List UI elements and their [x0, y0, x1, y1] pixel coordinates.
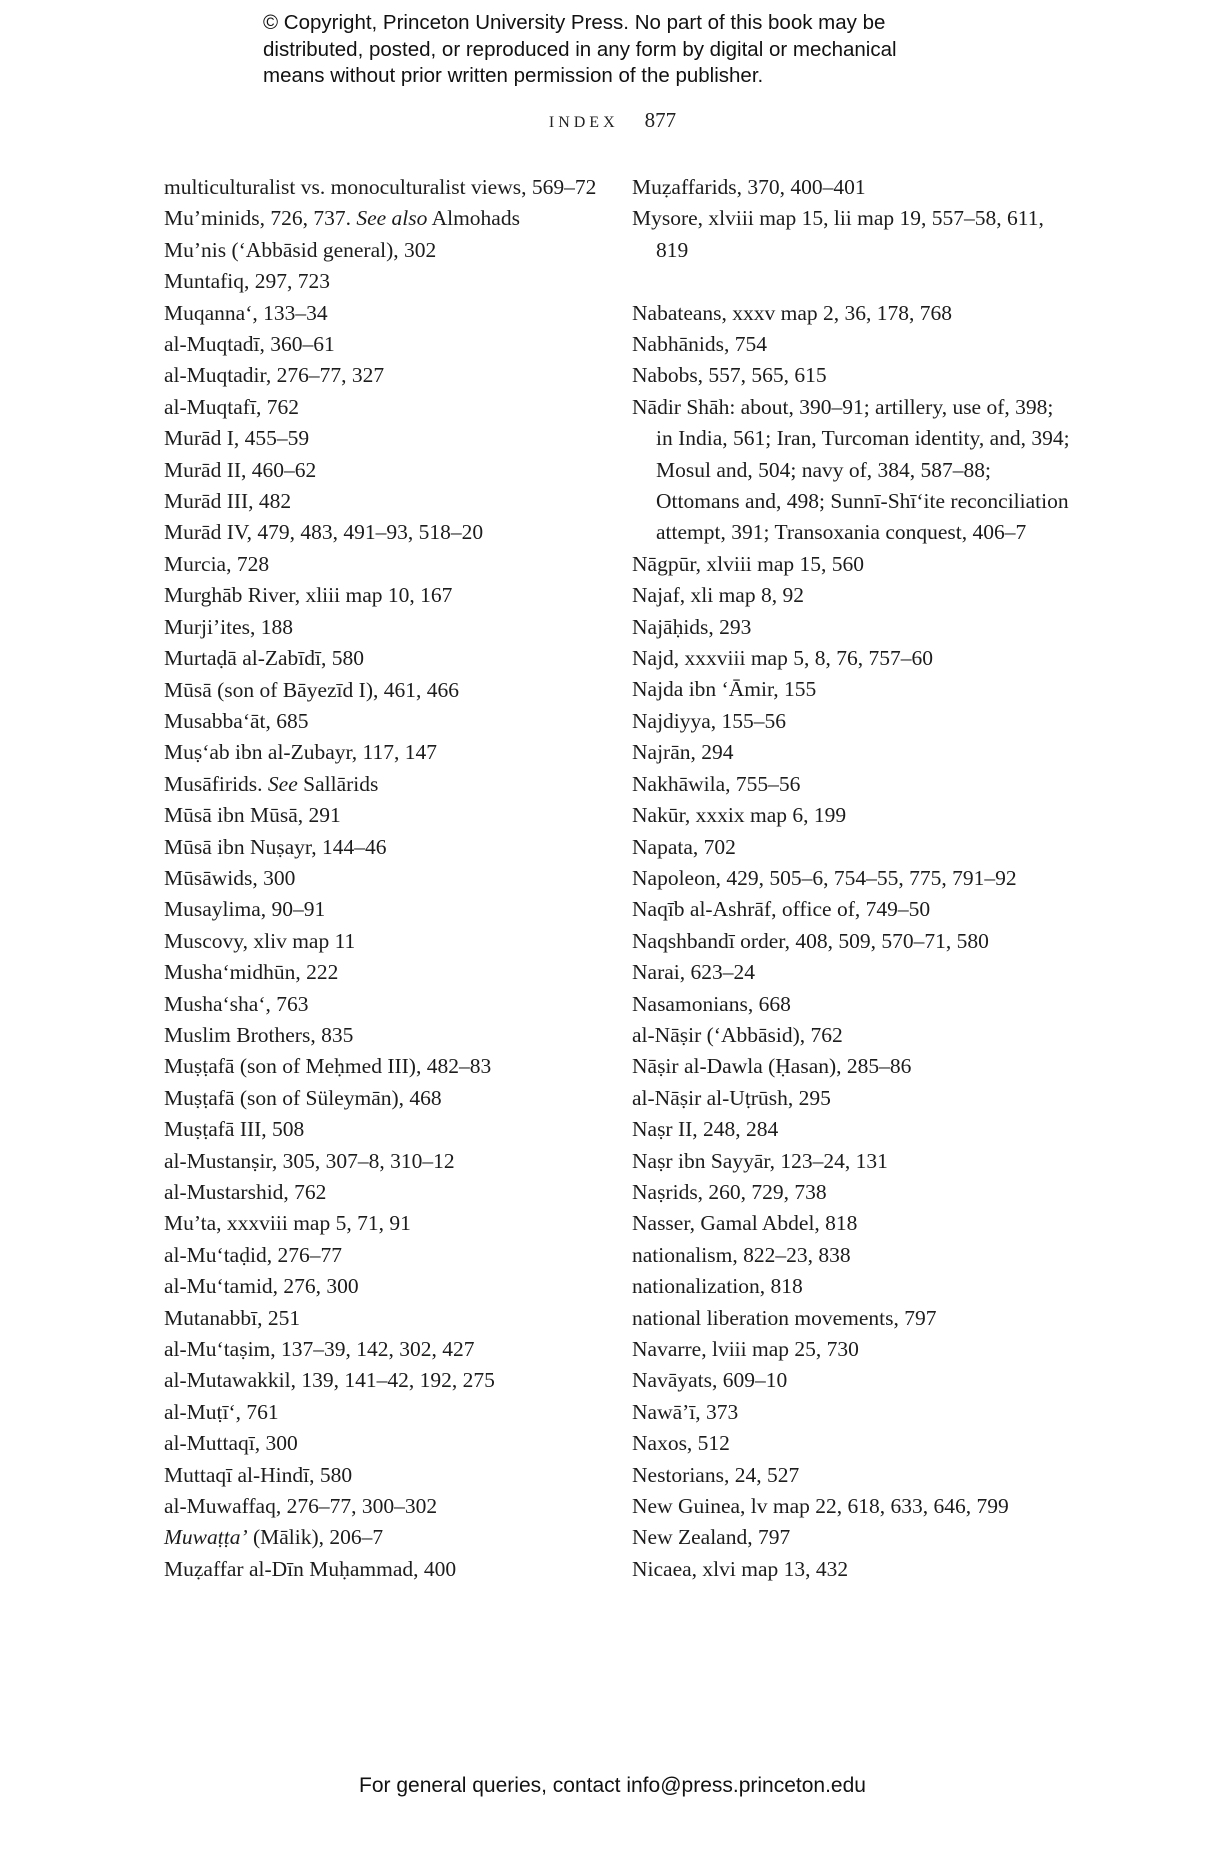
- entry-text: al-Mustanṣir, 305, 307–8, 310–12: [164, 1148, 455, 1173]
- index-entry: [632, 1334, 1072, 1365]
- index-entry: [164, 329, 604, 360]
- entry-text: Mūsā (son of Bāyezīd I), 461, 466: [164, 677, 459, 702]
- entry-text: Muscovy, xliv map 11: [164, 928, 356, 953]
- entry-text: Nawā’ī, 373: [632, 1399, 739, 1424]
- entry-text: Murtaḍā al-Zabīdī, 580: [164, 646, 365, 671]
- entry-text: Muntafiq, 297, 723: [164, 269, 331, 294]
- entry-text: Nabhānids, 754: [632, 332, 767, 357]
- index-entry: [632, 1240, 1072, 1271]
- entry-text: Muslim Brothers, 835: [164, 1022, 354, 1047]
- index-entry: [164, 643, 604, 674]
- entry-text: al-Nāṣir (‘Abbāsid), 762: [632, 1022, 843, 1047]
- index-entry: [632, 1146, 1072, 1177]
- page-number: 877: [644, 108, 677, 132]
- index-entry: [164, 1146, 604, 1177]
- entry-text: Nicaea, xlvi map 13, 432: [632, 1556, 849, 1581]
- entry-text: Musabba‘āt, 685: [164, 708, 309, 733]
- entry-text: al-Mu‘taṣim, 137–39, 142, 302, 427: [164, 1337, 475, 1362]
- section-title: INDEX: [548, 114, 619, 131]
- index-entry: [632, 172, 1072, 203]
- index-entry: [632, 1365, 1072, 1396]
- entry-text: Nabateans, xxxv map 2, 36, 178, 768: [632, 300, 953, 325]
- index-entry: [632, 832, 1072, 863]
- entry-cross-reference: Sallārids: [297, 771, 379, 796]
- entry-text: Najaf, xli map 8, 92: [632, 583, 804, 608]
- entry-text: Musāfirids.: [164, 771, 268, 796]
- index-entry: [632, 1271, 1072, 1302]
- entry-text: Najāḥids, 293: [632, 614, 752, 639]
- entry-text: al-Mustarshid, 762: [164, 1180, 327, 1204]
- entry-text: Murād II, 460–62: [164, 457, 317, 482]
- index-entry: [164, 800, 604, 831]
- entry-text: al-Muwaffaq, 276–77, 300–302: [164, 1494, 438, 1519]
- entry-text: Naqshbandī order, 408, 509, 570–71, 580: [632, 928, 989, 953]
- index-entry: [632, 1114, 1072, 1145]
- index-entry: [164, 1554, 604, 1585]
- index-entry: [164, 1428, 604, 1459]
- entry-text: Musha‘midhūn, 222: [164, 960, 339, 985]
- entry-text: nationalization, 818: [632, 1274, 803, 1299]
- entry-text: Mūsāwids, 300: [164, 865, 296, 890]
- index-entry: [164, 1051, 604, 1082]
- entry-text: al-Muṭī‘, 761: [164, 1399, 279, 1424]
- index-entry: [632, 863, 1072, 894]
- entry-text: Mu’nis (‘Abbāsid general), 302: [164, 237, 437, 262]
- entry-text: Mūsā ibn Nuṣayr, 144–46: [164, 834, 387, 859]
- entry-text: Nakhāwila, 755–56: [632, 771, 801, 796]
- entry-text: Nasser, Gamal Abdel, 818: [632, 1211, 858, 1236]
- index-entry: [632, 1020, 1072, 1051]
- index-entry: [164, 1365, 604, 1396]
- entry-see-reference: See also: [356, 206, 428, 231]
- entry-text: al-Muttaqī, 300: [164, 1431, 298, 1456]
- entry-text: Murcia, 728: [164, 551, 270, 576]
- index-entry: [632, 926, 1072, 957]
- index-entry: [164, 1303, 604, 1334]
- index-entry: [164, 1334, 604, 1365]
- entry-text: Narai, 623–24: [632, 960, 755, 985]
- index-entry: [632, 360, 1072, 391]
- entry-text: Murād I, 455–59: [164, 426, 310, 451]
- index-entry: [632, 1554, 1072, 1585]
- entry-text: Naqīb al-Ashrāf, office of, 749–50: [632, 897, 931, 922]
- index-entry: [164, 612, 604, 643]
- entry-text: Muqanna‘, 133–34: [164, 300, 328, 325]
- index-entry: [164, 832, 604, 863]
- entry-text: Muẓaffarids, 370, 400–401: [632, 175, 866, 199]
- index-entry: [164, 266, 604, 297]
- entry-text: al-Nāṣir al-Uṭrūsh, 295: [632, 1085, 831, 1110]
- index-entry: [164, 423, 604, 454]
- index-entry: [632, 800, 1072, 831]
- entry-text: Muṣṭafā (son of Meḥmed III), 482–83: [164, 1054, 492, 1079]
- entry-text: Najrān, 294: [632, 740, 734, 765]
- entry-text: Murji’ites, 188: [164, 614, 293, 639]
- entry-text: Nabobs, 557, 565, 615: [632, 363, 827, 388]
- entry-text: Napata, 702: [632, 834, 736, 859]
- entry-text: Muṣṭafā (son of Süleymān), 468: [164, 1085, 442, 1110]
- index-column-right: [632, 172, 1072, 1585]
- index-entry: [164, 1177, 604, 1208]
- index-entry: [632, 298, 1072, 329]
- entry-text: al-Mu‘tamid, 276, 300: [164, 1274, 359, 1299]
- index-entry: [164, 1020, 604, 1051]
- index-entry: [164, 1491, 604, 1522]
- entry-text: al-Muqtadī, 360–61: [164, 332, 335, 357]
- index-entry: [164, 706, 604, 737]
- index-entry: [164, 675, 604, 706]
- entry-text: Nestorians, 24, 527: [632, 1462, 800, 1487]
- entry-text: Naṣr ibn Sayyār, 123–24, 131: [632, 1148, 888, 1173]
- entry-text: Navarre, lviii map 25, 730: [632, 1337, 859, 1362]
- index-entry: [632, 674, 1072, 705]
- entry-text: Muṣ‘ab ibn al-Zubayr, 117, 147: [164, 740, 438, 765]
- entry-text: al-Muqtadir, 276–77, 327: [164, 363, 385, 388]
- index-entry: [632, 1491, 1072, 1522]
- index-entry: [164, 989, 604, 1020]
- entry-cross-reference: Almohads: [427, 206, 520, 231]
- index-entry: [164, 298, 604, 329]
- index-entry: [632, 894, 1072, 925]
- entry-text: (Mālik), 206–7: [247, 1525, 384, 1550]
- index-entry: [632, 1303, 1072, 1334]
- entry-text: New Zealand, 797: [632, 1525, 791, 1550]
- copyright-notice: [263, 10, 1063, 90]
- entry-text: Naṣrids, 260, 729, 738: [632, 1179, 827, 1204]
- index-entry: [164, 203, 604, 234]
- index-entry: [164, 235, 604, 266]
- index-entry: [632, 1208, 1072, 1239]
- index-entry: [164, 455, 604, 486]
- index-entry: [632, 203, 1072, 266]
- index-entry: [632, 957, 1072, 988]
- index-entry: [164, 360, 604, 391]
- index-entry: [164, 1460, 604, 1491]
- index-entry: [632, 989, 1072, 1020]
- entry-text: Mysore, xlviii map 15, lii map 19, 557–58, 611, 819: [632, 206, 1044, 262]
- entry-text: Mu’minids, 726, 737.: [164, 206, 357, 231]
- index-entry: [164, 549, 604, 580]
- entry-text: Mūsā ibn Mūsā, 291: [164, 803, 341, 828]
- entry-text: Musaylima, 90–91: [164, 897, 326, 922]
- index-entry: [632, 1428, 1072, 1459]
- entry-text: national liberation movements, 797: [632, 1305, 937, 1330]
- index-entry: [632, 1177, 1072, 1208]
- index-entry: [632, 1083, 1072, 1114]
- index-entry: [632, 737, 1072, 768]
- index-entry: [632, 1522, 1072, 1553]
- footer-contact: For general queries, contact info@press.princeton.edu: [359, 1774, 866, 1797]
- index-entry: [164, 517, 604, 548]
- copyright-line: means without prior written permission of the publisher.: [263, 64, 764, 87]
- entry-text: Navāyats, 609–10: [632, 1368, 788, 1393]
- entry-text: Murād IV, 479, 483, 491–93, 518–20: [164, 520, 484, 545]
- entry-text: multiculturalist vs. monoculturalist views, 569–72: [164, 175, 597, 199]
- entry-see-reference: See: [267, 771, 298, 796]
- index-entry: [164, 1522, 604, 1553]
- entry-text: Najd, xxxviii map 5, 8, 76, 757–60: [632, 646, 933, 671]
- index-entry: [632, 1460, 1072, 1491]
- index-entry: [632, 706, 1072, 737]
- index-entry: [632, 329, 1072, 360]
- copyright-line: © Copyright, Princeton University Press. No part of this book may be: [263, 11, 886, 34]
- entry-text: Muṣṭafā III, 508: [164, 1117, 305, 1142]
- index-entry: [164, 486, 604, 517]
- index-entry: [164, 1240, 604, 1271]
- index-entry: [164, 1208, 604, 1239]
- index-entry: [164, 392, 604, 423]
- entry-text: Mutanabbī, 251: [164, 1305, 301, 1330]
- entry-text: Naxos, 512: [632, 1431, 730, 1456]
- entry-text: al-Mutawakkil, 139, 141–42, 192, 275: [164, 1368, 495, 1393]
- copyright-line: distributed, posted, or reproduced in any form by digital or mechanical: [263, 37, 897, 61]
- entry-text: New Guinea, lv map 22, 618, 633, 646, 799: [632, 1494, 1009, 1519]
- entry-text: Murghāb River, xliii map 10, 167: [164, 583, 453, 608]
- entry-text: al-Mu‘taḍid, 276–77: [164, 1242, 342, 1267]
- index-entry: [164, 580, 604, 611]
- index-entry: [632, 1051, 1072, 1082]
- entry-text: Nādir Shāh: about, 390–91; artillery, use of, 398; in India, 561; Iran, Turcoman identity, and, 394; Mosul and, 504; navy of, 384, 587–88; Ottomans and, 498; Sunnī-Shī‘ite reconciliation attempt, 391; Transoxania conquest, 406–7: [632, 394, 1070, 545]
- entry-text: Naṣr II, 248, 284: [632, 1117, 779, 1142]
- index-entry: [164, 1114, 604, 1145]
- index-entry: [164, 172, 604, 203]
- entry-text: Muttaqī al-Hindī, 580: [164, 1462, 353, 1487]
- index-entry: [164, 769, 604, 800]
- entry-text: Murād III, 482: [164, 489, 292, 514]
- entry-text: Najda ibn ‘Āmir, 155: [632, 677, 817, 702]
- index-entry: [632, 392, 1072, 549]
- entry-text: Najdiyya, 155–56: [632, 708, 787, 733]
- index-entry: [164, 1271, 604, 1302]
- index-entry: [164, 1083, 604, 1114]
- entry-text: nationalism, 822–23, 838: [632, 1242, 851, 1267]
- entry-text: Napoleon, 429, 505–6, 754–55, 775, 791–92: [632, 865, 1017, 890]
- index-entry: [632, 1397, 1072, 1428]
- index-column-left: [164, 172, 604, 1585]
- entry-text: Nakūr, xxxix map 6, 199: [632, 803, 847, 828]
- entry-text: Muẓaffar al-Dīn Muḥammad, 400: [164, 1556, 457, 1581]
- entry-italic-term: Muwaṭṭa’: [164, 1525, 248, 1550]
- entry-text: Musha‘sha‘, 763: [164, 991, 309, 1016]
- entry-text: Nāṣir al-Dawla (Ḥasan), 285–86: [632, 1054, 912, 1079]
- entry-text: Nasamonians, 668: [632, 991, 791, 1016]
- index-entry: [632, 580, 1072, 611]
- index-entry: [632, 612, 1072, 643]
- index-entry: [164, 894, 604, 925]
- index-entry: [164, 863, 604, 894]
- entry-text: Mu’ta, xxxviii map 5, 71, 91: [164, 1211, 411, 1236]
- entry-text: Nāgpūr, xlviii map 15, 560: [632, 551, 865, 576]
- index-entry: [632, 643, 1072, 674]
- index-entry: [164, 1397, 604, 1428]
- entry-text: al-Muqtafī, 762: [164, 394, 299, 419]
- index-entry: [632, 549, 1072, 580]
- index-entry: [164, 957, 604, 988]
- index-entry: [164, 737, 604, 768]
- index-entry: [164, 926, 604, 957]
- index-entry: [632, 769, 1072, 800]
- running-header: [0, 108, 1225, 133]
